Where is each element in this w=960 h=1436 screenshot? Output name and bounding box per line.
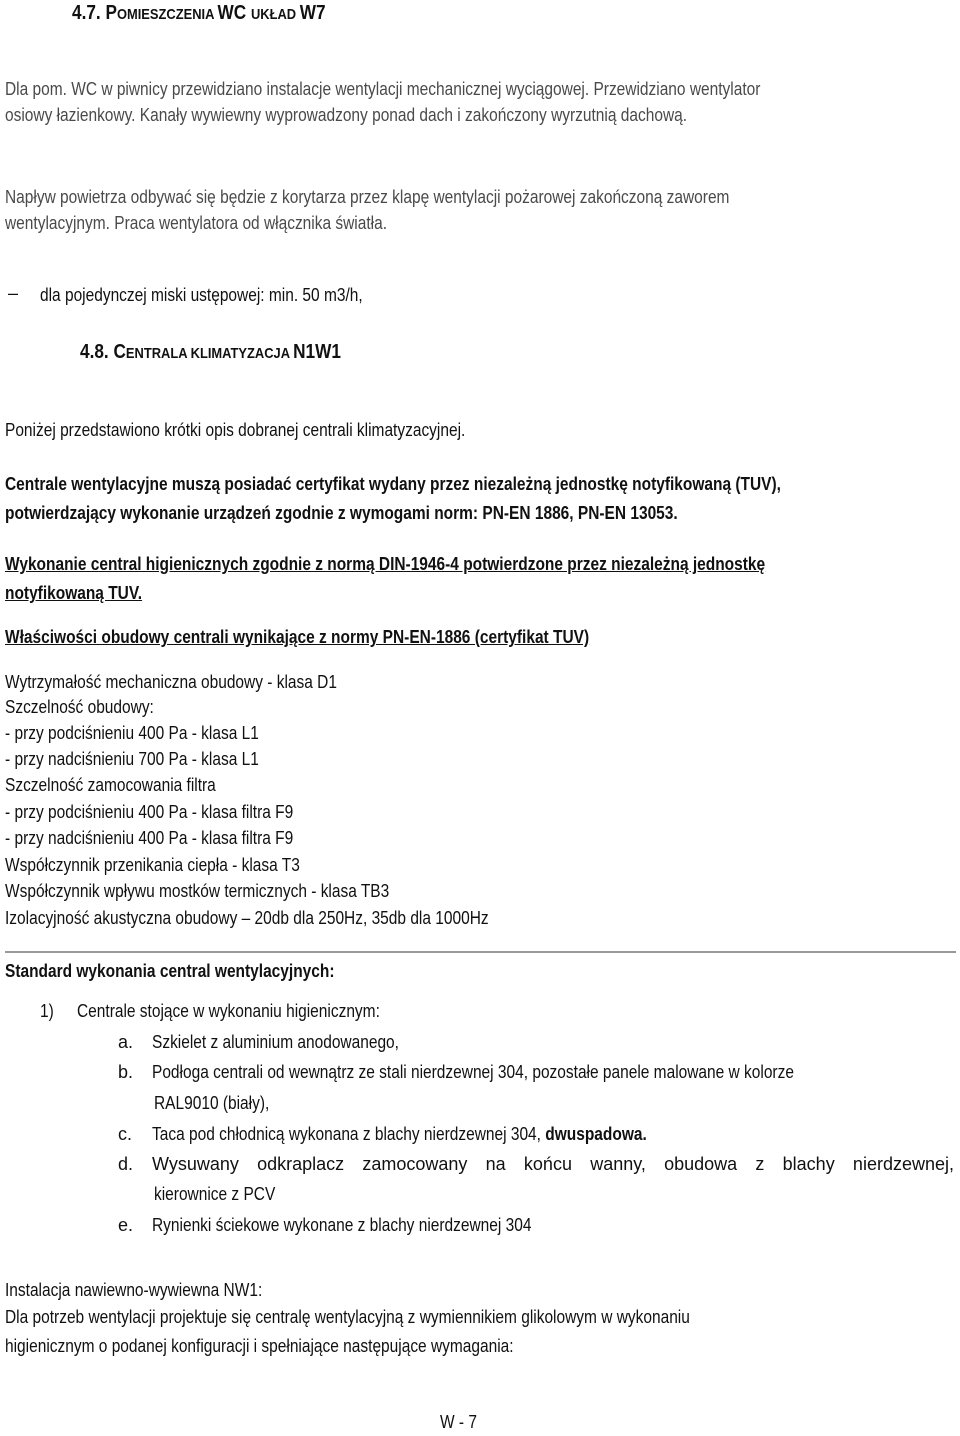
section-number: 4.8. xyxy=(80,341,109,363)
sublist-text: kierownice z PCV xyxy=(154,1184,276,1204)
sublist-marker: e. xyxy=(118,1215,134,1235)
sublist-text: Podłoga centrali od wewnątrz ze stali nierdzewnej 304, pozostałe panele malowane w kolorze xyxy=(152,1062,794,1082)
nw1-line: Dla potrzeb wentylacji projektuje się centralę wentylacyjną z wymiennikiem glikolowym w wykonaniu xyxy=(5,1307,690,1327)
section-number: 4.7. xyxy=(72,2,101,24)
nw1-title: Instalacja nawiewno-wywiewna NW1: xyxy=(5,1280,263,1300)
sublist-marker: a. xyxy=(118,1032,134,1052)
paragraph-line: wentylacyjnym. Praca wentylatora od włącznika światła. xyxy=(5,213,388,233)
certificate-line: potwierdzający wykonanie urządzeń zgodnie z wymogami norm: PN-EN 1886, PN-EN 13053. xyxy=(5,503,678,523)
property-line: Wytrzymałość mechaniczna obudowy - klasa D1 xyxy=(5,672,337,692)
intro-text: Poniżej przedstawiono krótki opis dobranej centrali klimatyzacyjnej. xyxy=(5,420,466,440)
sublist-marker: c. xyxy=(118,1124,133,1144)
bold-emphasis: dwuspadowa. xyxy=(545,1124,647,1144)
bullet-text: dla pojedynczej miski ustępowej: min. 50 m3/h, xyxy=(40,285,363,305)
property-line: - przy podciśnieniu 400 Pa - klasa L1 xyxy=(5,723,259,743)
sublist-marker: d. xyxy=(118,1154,134,1174)
paragraph-line: Dla pom. WC w piwnicy przewidziano instalacje wentylacji mechanicznej wyciągowej. Przewidziano wentylator xyxy=(5,79,761,99)
certificate-line: Centrale wentylacyjne muszą posiadać certyfikat wydany przez niezależną jednostkę notyfikowaną (TUV), xyxy=(5,474,781,494)
sublist-text: Szkielet z aluminium anodowanego, xyxy=(152,1032,399,1052)
property-line: - przy nadciśnieniu 400 Pa - klasa filtra F9 xyxy=(5,828,294,848)
standard-heading: Standard wykonania central wentylacyjnych: xyxy=(5,961,335,981)
section-heading-4-8: 4.8. CENTRALA KLIMATYZACJA N1W1 xyxy=(80,341,341,363)
paragraph-line: Napływ powietrza odbywać się będzie z korytarza przez klapę wentylacji pożarowej zakończoną zaworem xyxy=(5,187,730,207)
paragraph-line: osiowy łazienkowy. Kanały wywiewny wyprowadzony ponad dach i zakończony wyrzutnią dachową. xyxy=(5,105,688,125)
nw1-line: higienicznym o podanej konfiguracji i spełniające następujące wymagania: xyxy=(5,1336,514,1356)
hygiene-line: notyfikowaną TUV. xyxy=(5,583,143,603)
section-heading-4-7: 4.7. POMIESZCZENIA WC UKŁAD W7 xyxy=(72,2,326,24)
property-line: Szczelność obudowy: xyxy=(5,697,154,717)
sublist-text: Wysuwany odkraplacz zamocowany na końcu wanny, obudowa z blachy nierdzewnej, xyxy=(152,1154,954,1174)
property-line: - przy nadciśnieniu 700 Pa - klasa L1 xyxy=(5,749,259,769)
divider xyxy=(5,951,956,953)
list-item-text: Centrale stojące w wykonaniu higienicznym: xyxy=(77,1001,380,1021)
sublist-text: Rynienki ściekowe wykonane z blachy nierdzewnej 304 xyxy=(152,1215,532,1235)
property-line: - przy podciśnieniu 400 Pa - klasa filtra F9 xyxy=(5,802,294,822)
sublist-marker: b. xyxy=(118,1062,134,1082)
property-line: Współczynnik wpływu mostków termicznych - klasa TB3 xyxy=(5,881,390,901)
property-line: Szczelność zamocowania filtra xyxy=(5,775,216,795)
hygiene-line: Wykonanie central higienicznych zgodnie z normą DIN-1946-4 potwierdzone przez niezależną jednostkę xyxy=(5,554,766,574)
sublist-text: Taca pod chłodnicą wykonana z blachy nierdzewnej 304, dwuspadowa. xyxy=(152,1124,647,1144)
property-line: Izolacyjność akustyczna obudowy – 20db dla 250Hz, 35db dla 1000Hz xyxy=(5,908,489,928)
property-line: Współczynnik przenikania ciepła - klasa T3 xyxy=(5,855,300,875)
bullet-dash: – xyxy=(8,283,19,303)
page-number: W - 7 xyxy=(440,1412,477,1432)
properties-heading: Właściwości obudowy centrali wynikające z normy PN-EN-1886 (certyfikat TUV) xyxy=(5,627,590,647)
list-number: 1) xyxy=(40,1001,54,1021)
sublist-text: RAL9010 (biały), xyxy=(154,1093,270,1113)
